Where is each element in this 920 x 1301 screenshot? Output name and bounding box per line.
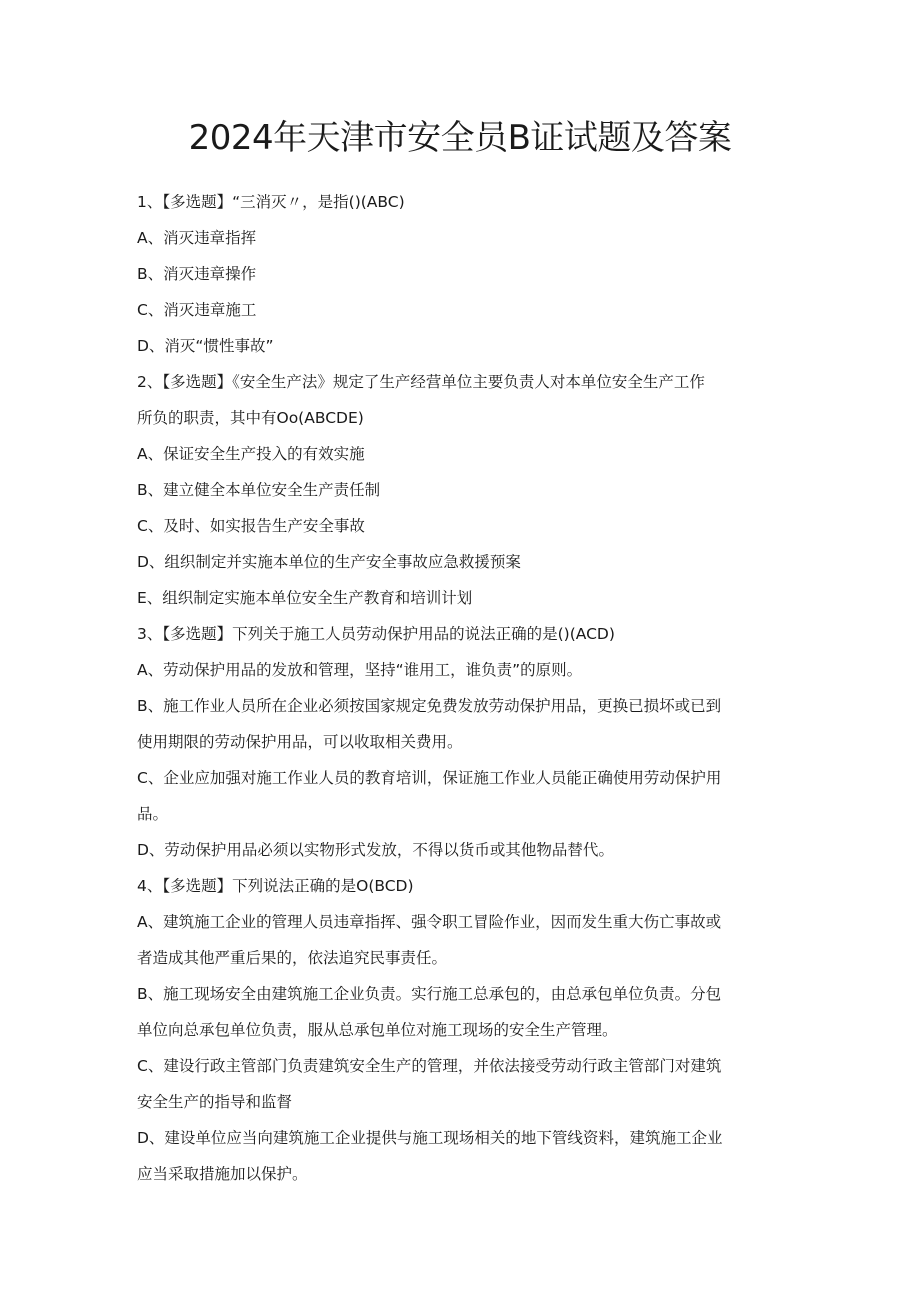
text-line: B、消灭违章操作 [137, 265, 257, 283]
text-line: 3、【多选题】下列关于施工人员劳动保护用品的说法正确的是()(ACD) [137, 625, 615, 643]
text-line: D、建设单位应当向建筑施工企业提供与施工现场相关的地下管线资料，建筑施工企业 [137, 1129, 723, 1147]
text-line: 使用期限的劳动保护用品，可以收取相关费用。 [137, 733, 463, 751]
text-line: 应当采取措施加以保护。 [137, 1165, 308, 1183]
text-line: A、建筑施工企业的管理人员违章指挥、强令职工冒险作业，因而发生重大伤亡事故或 [137, 913, 722, 931]
text-line: C、建设行政主管部门负责建筑安全生产的管理，并依法接受劳动行政主管部门对建筑 [137, 1057, 722, 1075]
text-line: D、组织制定并实施本单位的生产安全事故应急救援预案 [137, 553, 521, 571]
text-line: A、劳动保护用品的发放和管理，坚持“谁用工，谁负责”的原则。 [137, 661, 583, 679]
text-line: A、保证安全生产投入的有效实施 [137, 445, 365, 463]
text-line: 单位向总承包单位负责，服从总承包单位对施工现场的安全生产管理。 [137, 1021, 618, 1039]
text-line: E、组织制定实施本单位安全生产教育和培训计划 [137, 589, 473, 607]
text-line: 1、【多选题】“三消灭〃，是指()(ABC) [137, 193, 405, 211]
document-title: 2024年天津市安全员B证试题及答案 [188, 118, 732, 158]
text-line: B、施工作业人员所在企业必须按国家规定免费发放劳动保护用品，更换已损坏或已到 [137, 697, 722, 715]
text-line: 4、【多选题】下列说法正确的是O(BCD) [137, 877, 414, 895]
text-line: D、消灭“惯性事故” [137, 337, 274, 355]
text-line: 所负的职责，其中有Oo(ABCDE) [137, 409, 364, 427]
text-line: 品。 [137, 805, 169, 823]
question-list [137, 184, 785, 1192]
text-line: A、消灭违章指挥 [137, 229, 257, 247]
text-line: C、消灭违章施工 [137, 301, 257, 319]
text-line: C、及时、如实报告生产安全事故 [137, 517, 365, 535]
text-line: B、施工现场安全由建筑施工企业负责。实行施工总承包的，由总承包单位负责。分包 [137, 985, 722, 1003]
text-line: B、建立健全本单位安全生产责任制 [137, 481, 381, 499]
text-line: 安全生产的指导和监督 [137, 1093, 293, 1111]
text-line: C、企业应加强对施工作业人员的教育培训，保证施工作业人员能正确使用劳动保护用 [137, 769, 722, 787]
text-line: 者造成其他严重后果的，依法追究民事责任。 [137, 949, 448, 967]
text-line: 2、【多选题】《安全生产法》规定了生产经营单位主要负责人对本单位安全生产工作 [137, 373, 705, 391]
text-line: D、劳动保护用品必须以实物形式发放，不得以货币或其他物品替代。 [137, 841, 614, 859]
